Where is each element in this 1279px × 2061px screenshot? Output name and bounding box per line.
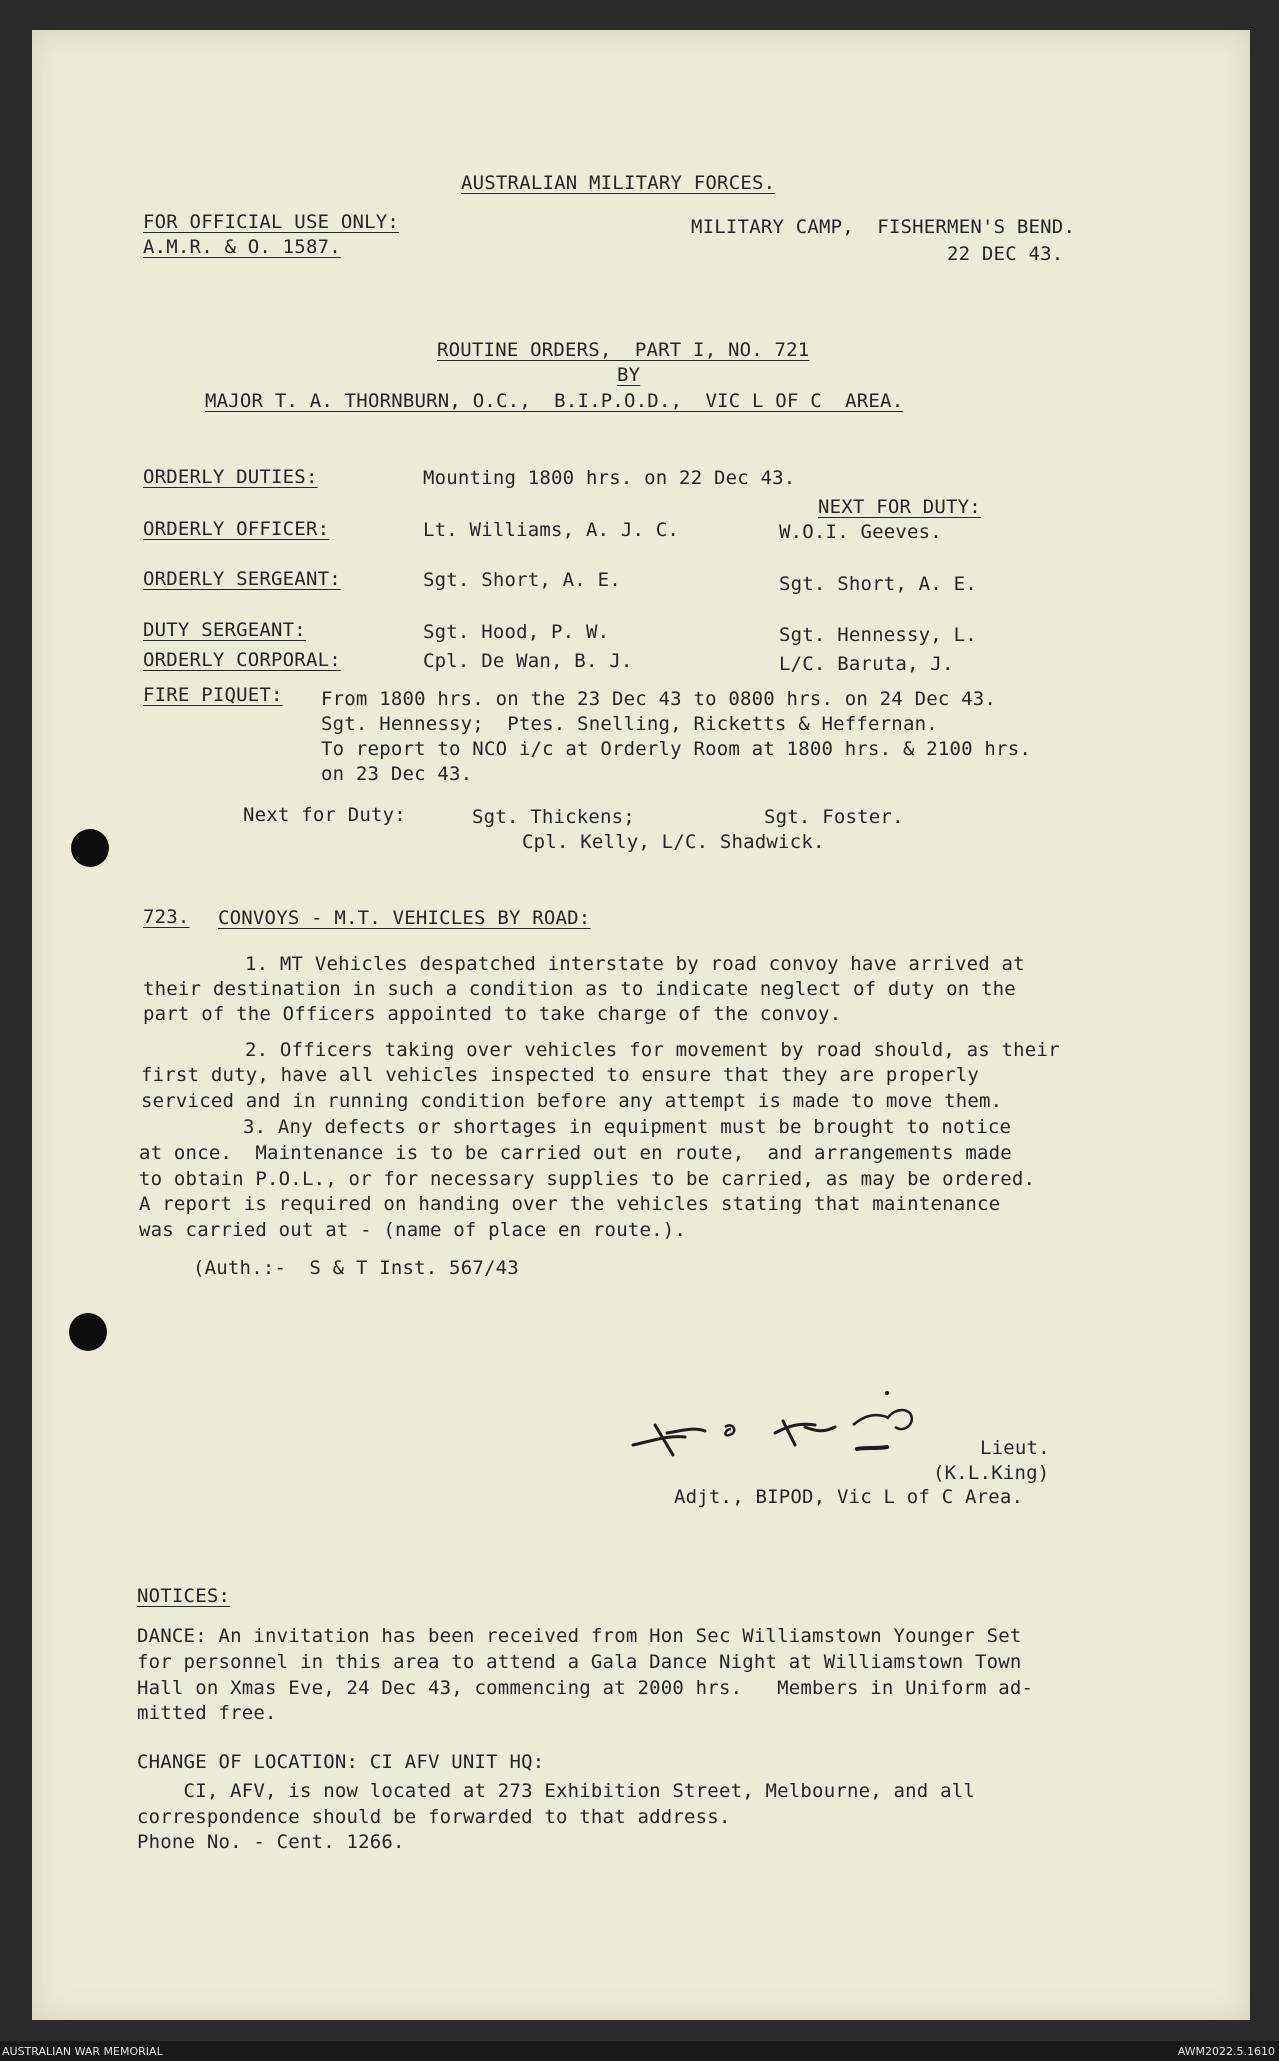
notices-heading: NOTICES:: [137, 1585, 231, 1607]
paragraph-line: 2. Officers taking over vehicles for movement by road should, as their: [245, 1039, 1060, 1061]
fire-piquet-next-line: Cpl. Kelly, L/C. Shadwick.: [522, 831, 825, 853]
paragraph-line: to obtain P.O.L., or for necessary supplies to be carried, as may be ordered.: [139, 1168, 1036, 1190]
orderly-officer-next: W.O.I. Geeves.: [779, 521, 942, 543]
notice-line: mitted free.: [137, 1702, 277, 1724]
footer-source: AUSTRALIAN WAR MEMORIAL: [2, 2045, 163, 2058]
orderly-sergeant-label: ORDERLY SERGEANT:: [143, 568, 341, 590]
fire-piquet-line: From 1800 hrs. on the 23 Dec 43 to 0800 hrs. on 24 Dec 43.: [321, 688, 997, 710]
location: MILITARY CAMP, FISHERMEN'S BEND.: [691, 216, 1076, 238]
notice-line: CI, AFV, is now located at 273 Exhibition Street, Melbourne, and all: [137, 1780, 976, 1802]
signatory-rank: Lieut.: [980, 1437, 1050, 1459]
orders-authority: MAJOR T. A. THORNBURN, O.C., B.I.P.O.D., VIC L OF C AREA.: [205, 390, 904, 412]
orderly-officer-label: ORDERLY OFFICER:: [143, 518, 330, 540]
orders-by: BY: [617, 364, 641, 386]
orderly-duties-value: Mounting 1800 hrs. on 22 Dec 43.: [423, 467, 796, 489]
signatory-name: (K.L.King): [933, 1462, 1050, 1484]
official-use-label: FOR OFFICIAL USE ONLY:: [143, 211, 400, 233]
document-title: AUSTRALIAN MILITARY FORCES.: [461, 172, 776, 194]
footer-bar: [0, 2041, 1279, 2061]
duty-sergeant-next: Sgt. Hennessy, L.: [779, 624, 977, 646]
signatory-title: Adjt., BIPOD, Vic L of C Area.: [674, 1486, 1024, 1508]
fire-piquet-next-label: Next for Duty:: [243, 804, 406, 826]
date: 22 DEC 43.: [947, 243, 1064, 265]
duty-sergeant-label: DUTY SERGEANT:: [143, 619, 306, 641]
orderly-corporal-value: Cpl. De Wan, B. J.: [423, 650, 633, 672]
fire-piquet-next-sgt1: Sgt. Thickens;: [472, 806, 635, 828]
handwritten-signature: [625, 1385, 1005, 1465]
fire-piquet-label: FIRE PIQUET:: [143, 684, 283, 706]
orderly-sergeant-value: Sgt. Short, A. E.: [423, 569, 621, 591]
fire-piquet-next-sgt2: Sgt. Foster.: [764, 806, 904, 828]
notice-line: DANCE: An invitation has been received from Hon Sec Williamstown Younger Set: [137, 1625, 1022, 1647]
notice-line: Phone No. - Cent. 1266.: [137, 1831, 405, 1853]
paragraph-line: serviced and in running condition before any attempt is made to move them.: [141, 1090, 1003, 1112]
reference-number: A.M.R. & O. 1587.: [143, 236, 341, 258]
authority-reference: (Auth.:- S & T Inst. 567/43: [193, 1257, 519, 1279]
next-for-duty-label: NEXT FOR DUTY:: [818, 496, 981, 518]
orderly-officer-value: Lt. Williams, A. J. C.: [423, 519, 680, 541]
section-heading: CONVOYS - M.T. VEHICLES BY ROAD:: [218, 907, 591, 929]
orderly-sergeant-next: Sgt. Short, A. E.: [779, 573, 977, 595]
paragraph-line: their destination in such a condition as to indicate neglect of duty on the: [143, 978, 1016, 1000]
notice-line: correspondence should be forwarded to that address.: [137, 1806, 731, 1828]
paragraph-line: 3. Any defects or shortages in equipment must be brought to notice: [243, 1116, 1012, 1138]
punch-hole: [69, 1313, 107, 1351]
paragraph-line: was carried out at - (name of place en route.).: [139, 1219, 687, 1241]
orders-title: ROUTINE ORDERS, PART I, NO. 721: [437, 339, 810, 361]
change-location-heading: CHANGE OF LOCATION: CI AFV UNIT HQ:: [137, 1751, 545, 1773]
notice-line: Hall on Xmas Eve, 24 Dec 43, commencing at 2000 hrs. Members in Uniform ad-: [137, 1677, 1034, 1699]
orderly-corporal-next: L/C. Baruta, J.: [779, 653, 954, 675]
paragraph-line: part of the Officers appointed to take charge of the convoy.: [143, 1003, 842, 1025]
paragraph-line: 1. MT Vehicles despatched interstate by road convoy have arrived at: [245, 953, 1025, 975]
orderly-corporal-label: ORDERLY CORPORAL:: [143, 649, 341, 671]
footer-accession: AWM2022.5.1610: [1177, 2045, 1275, 2058]
orderly-duties-label: ORDERLY DUTIES:: [143, 466, 318, 488]
notice-line: for personnel in this area to attend a Gala Dance Night at Williamstown Town: [137, 1651, 1022, 1673]
paragraph-line: at once. Maintenance is to be carried out en route, and arrangements made: [139, 1142, 1012, 1164]
punch-hole: [71, 829, 109, 867]
fire-piquet-line: on 23 Dec 43.: [321, 763, 473, 785]
paragraph-line: first duty, have all vehicles inspected to ensure that they are properly: [141, 1064, 980, 1086]
section-number: 723.: [143, 906, 190, 928]
fire-piquet-line: Sgt. Hennessy; Ptes. Snelling, Ricketts & Heffernan.: [321, 713, 938, 735]
paragraph-line: A report is required on handing over the vehicles stating that maintenance: [139, 1193, 1001, 1215]
duty-sergeant-value: Sgt. Hood, P. W.: [423, 621, 610, 643]
fire-piquet-line: To report to NCO i/c at Orderly Room at 1800 hrs. & 2100 hrs.: [321, 738, 1031, 760]
